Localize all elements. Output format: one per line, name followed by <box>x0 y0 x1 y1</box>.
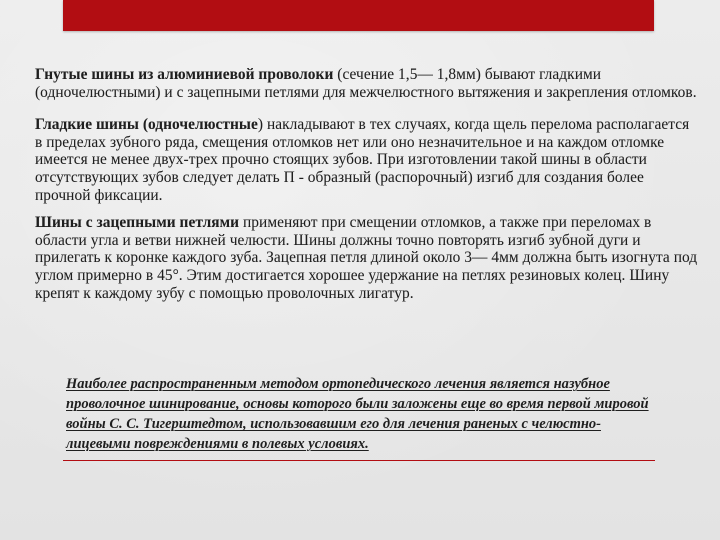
paragraph-text: ) накладывают в тех случаях, когда щель перелома располагается в пределах зубного ряда, смещения отломков нет или оно незначительное и на каждом отломке имеется не менее двух-трех прочно стоящих зубов. При изготовлении такой шины в области отсутствующих зубов следует делать П - образный (распорочный) изгиб для создания более прочной фиксации. <box>35 116 690 204</box>
title-banner <box>63 0 654 31</box>
paragraph-text: применяют при смещении отломков, а также при переломах в области угла и ветви нижней челюсти. Шины должны точно повторять изгиб зубной дуги и прилегать к коронке каждого зуба. Зацепная петля длиной около 3— 4мм должна быть изогнута под углом примерно в 45°. Этим достигается хорошее удержание на петлях резиновых колец. Шину крепят к каждому зубу с помощью проволочных лигатур. <box>35 214 698 302</box>
content-area <box>35 66 700 320</box>
paragraph-hook-loop-splints <box>35 214 700 302</box>
paragraph-lead: Шины с зацепными петлями <box>35 214 240 232</box>
paragraph-lead: Гнутые шины из алюминиевой проволоки <box>35 66 334 83</box>
paragraph-smooth-splints <box>35 116 700 204</box>
paragraph-aluminum-splints <box>35 66 700 101</box>
highlight-block <box>63 374 655 461</box>
highlight-text: Наиболее распространенным методом ортопедического лечения является назубное проволочное шинирование, основы которого были заложены еще во время первой мировой войны С. С. Тигерштедтом, использовавшим его для лечения раненых с челюстно-лицевыми повреждениями в полевых условиях. <box>66 376 649 452</box>
paragraph-text: (сечение 1,5— 1,8мм) бывают гладкими (одночелюстными) и с зацепными петлями для межчелюстного вытяжения и закрепления отломков. <box>35 66 697 101</box>
paragraph-lead: Гладкие шины (одночелюстные <box>35 116 258 134</box>
